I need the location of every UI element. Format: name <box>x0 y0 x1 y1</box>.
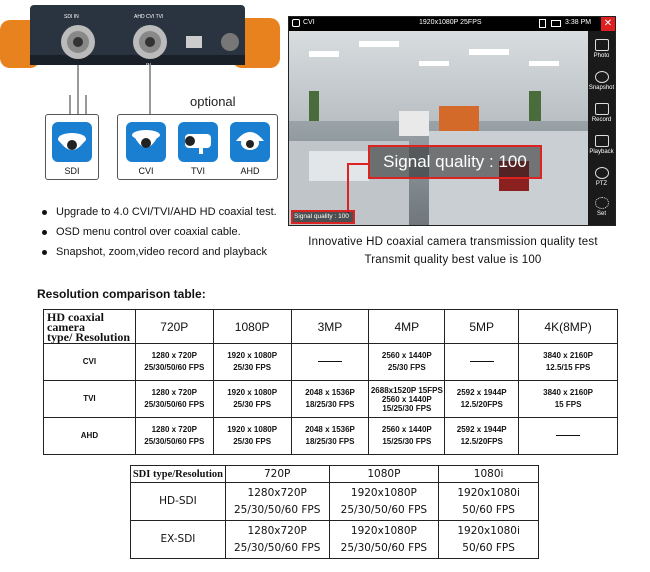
signal-pointer-line <box>347 163 369 213</box>
cvi-camera <box>120 115 172 179</box>
cell-line: 2592 x 1944P <box>456 425 507 434</box>
corner-line: HD coaxial camera <box>47 309 104 334</box>
sdi-camera-box <box>45 114 99 180</box>
cell-line: 2592 x 1944P <box>456 388 507 397</box>
table-cell <box>519 381 618 418</box>
table-cell <box>369 381 445 418</box>
table-cell <box>329 483 439 521</box>
cell-line: 1920x1080i <box>457 524 520 537</box>
table-cell <box>135 381 213 418</box>
cell-line: 1920x1080i <box>457 486 520 499</box>
dash <box>470 361 494 362</box>
table-cell <box>213 418 291 455</box>
cell-line: 25/30 FPS <box>387 363 426 372</box>
table-cell <box>213 381 291 418</box>
cell-line: 1280 x 720P <box>151 351 197 360</box>
cell-line: 1920 x 1080P <box>227 351 278 360</box>
table-cell <box>135 344 213 381</box>
side-menu-label: Set <box>596 211 606 217</box>
screen-top-bar <box>289 17 615 31</box>
table-cell-empty <box>291 344 369 381</box>
cell-line: 25/30/50/60 FPS <box>340 503 428 516</box>
screen-time: 3:38 PM <box>565 19 592 26</box>
table-cell-empty <box>445 344 519 381</box>
column-header: 3MP <box>291 310 369 344</box>
hd-coaxial-resolution-table <box>43 309 618 455</box>
caption-line-2: Transmit quality best value is 100 <box>364 254 542 266</box>
cell-line: 2560 x 1440P <box>381 351 432 360</box>
side-menu-label: Snapshot <box>588 85 615 91</box>
port-ahd-label: AHD CVI TVI <box>134 14 164 20</box>
tvi-camera-label: TVI <box>190 166 205 176</box>
cell-line: 25/30/50/60 FPS <box>233 541 321 554</box>
cell-line: 1920 x 1080P <box>227 388 278 397</box>
table-corner-cell <box>44 310 136 344</box>
sd-card-icon <box>539 19 546 28</box>
table-cell <box>519 344 618 381</box>
side-menu-set[interactable] <box>588 193 615 226</box>
cell-line: 1920x1080P <box>350 486 417 499</box>
row-label: HD-SDI <box>131 483 226 521</box>
table-cell <box>329 521 439 559</box>
tvi-camera-icon <box>177 121 219 163</box>
cell-line: 12.5/20FPS <box>460 400 503 409</box>
cell-line: 25/30/50/60 FPS <box>144 437 205 446</box>
camera-mode-icon <box>292 19 300 27</box>
sdi-camera <box>46 115 98 179</box>
table-header-row <box>131 466 539 483</box>
office-camera-image <box>289 31 589 226</box>
table-cell <box>291 418 369 455</box>
cell-line: 25/30 FPS <box>233 363 272 372</box>
cell-line: 25/30/50/60 FPS <box>340 541 428 554</box>
column-header: 720P <box>135 310 213 344</box>
row-label: AHD <box>44 418 136 455</box>
cell-line: 2688x1520P 15FPS <box>370 385 443 395</box>
column-header: 720P <box>225 466 329 483</box>
ptz-icon <box>595 167 609 179</box>
caption-line-1: Innovative HD coaxial camera transmission quality test <box>308 236 598 248</box>
photo-icon <box>595 39 609 51</box>
cell-line: 25/30/50/60 FPS <box>144 400 205 409</box>
table-row <box>44 381 618 418</box>
cell-line: 50/60 FPS <box>462 541 515 554</box>
cell-line: 25/30/50/60 FPS <box>233 503 321 516</box>
screen-mode-label: CVI <box>303 19 315 26</box>
ahd-camera-label: AHD <box>240 166 260 176</box>
dash <box>556 435 580 436</box>
cvi-camera-icon <box>125 121 167 163</box>
column-header: 4MP <box>369 310 445 344</box>
table-cell <box>369 344 445 381</box>
screen-resolution-label: 1920x1080P 25FPS <box>419 19 482 26</box>
column-header: 1080P <box>213 310 291 344</box>
feature-item: Snapshot, zoom,video record and playback <box>40 242 277 262</box>
feature-list <box>40 202 277 262</box>
table-cell <box>439 521 539 559</box>
table-cell <box>213 344 291 381</box>
row-label: EX-SDI <box>131 521 226 559</box>
table-cell <box>291 381 369 418</box>
cell-line: 1280x720P <box>247 524 307 537</box>
table-cell <box>225 483 329 521</box>
sdi-camera-label: SDI <box>64 166 80 176</box>
sdi-resolution-table <box>130 465 539 559</box>
table-row <box>44 344 618 381</box>
cell-line: 18/25/30 FPS <box>305 437 355 446</box>
cvi-camera-label: CVI <box>138 166 154 176</box>
snapshot-icon <box>595 71 609 83</box>
feature-item: Upgrade to 4.0 CVI/TVI/AHD HD coaxial test. <box>40 202 277 222</box>
sdi-camera-icon <box>51 121 93 163</box>
table-cell <box>439 483 539 521</box>
playback-icon <box>595 135 609 147</box>
row-label: CVI <box>44 344 136 381</box>
close-icon[interactable]: ✕ <box>601 17 615 31</box>
cell-line: 12.5/15 FPS <box>545 363 591 372</box>
cell-line: 50/60 FPS <box>462 503 515 516</box>
cell-line: 15/25/30 FPS <box>382 437 432 446</box>
cell-line: 15/25/30 FPS <box>382 403 432 413</box>
cell-line: 25/30 FPS <box>233 437 272 446</box>
table-cell <box>135 418 213 455</box>
cell-line: 2560 x 1440P <box>381 394 432 404</box>
cell-line: 1280 x 720P <box>151 388 197 397</box>
cell-line: 25/30 FPS <box>233 400 272 409</box>
cell-line: 3840 x 2160P <box>543 351 593 360</box>
table-cell <box>445 418 519 455</box>
row-label: TVI <box>44 381 136 418</box>
optional-label: optional <box>190 94 236 109</box>
table-corner-cell: SDI type/Resolution <box>131 466 226 483</box>
side-menu-label: PTZ <box>595 181 608 187</box>
side-menu-label: Playback <box>589 149 614 155</box>
record-icon <box>595 103 609 115</box>
signal-quality-zoom: Signal quality : 100 <box>368 145 542 179</box>
tester-screen <box>288 16 616 226</box>
cell-line: 25/30/50/60 FPS <box>144 363 205 372</box>
cell-line: 1280 x 720P <box>151 425 197 434</box>
cell-line: 15 FPS <box>554 400 582 409</box>
cell-line: 3840 x 2160P <box>543 388 593 397</box>
table-cell <box>445 381 519 418</box>
table-cell-empty <box>519 418 618 455</box>
column-header: 1080i <box>439 466 539 483</box>
table-row <box>131 521 539 559</box>
column-header: 5MP <box>445 310 519 344</box>
gear-icon <box>595 197 609 209</box>
cell-line: 2048 x 1536P <box>305 425 355 434</box>
ahd-camera <box>224 115 276 179</box>
cell-line: 1920x1080P <box>350 524 417 537</box>
table-cell <box>369 418 445 455</box>
analog-camera-box <box>117 114 278 180</box>
cell-line: 1280x720P <box>247 486 307 499</box>
table-row <box>44 418 618 455</box>
dash <box>318 361 342 362</box>
screen-side-menu <box>588 31 615 226</box>
signal-quality-small: Signal quality : 100 <box>291 210 355 224</box>
connector-lines <box>0 60 280 120</box>
side-menu-label: Photo <box>593 53 610 59</box>
port-in-label: IN <box>146 63 151 69</box>
feature-item: OSD menu control over coaxial cable. <box>40 222 277 242</box>
table-cell <box>225 521 329 559</box>
column-header: 4K(8MP) <box>519 310 618 344</box>
port-sdi-in-label: SDI IN <box>64 14 79 20</box>
cell-line: 12.5/20FPS <box>460 437 503 446</box>
battery-icon <box>551 20 561 27</box>
side-menu-label: Record <box>591 117 612 123</box>
corner-line: type/ Resolution <box>47 329 131 344</box>
ahd-camera-icon <box>229 121 271 163</box>
table-row <box>131 483 539 521</box>
cell-line: 2560 x 1440P <box>381 425 432 434</box>
section-title: Resolution comparison table: <box>37 287 206 301</box>
column-header: 1080P <box>329 466 439 483</box>
tvi-camera <box>172 115 224 179</box>
cell-line: 1920 x 1080P <box>227 425 278 434</box>
cell-line: 18/25/30 FPS <box>305 400 355 409</box>
table-header-row <box>44 310 618 344</box>
cell-line: 2048 x 1536P <box>305 388 355 397</box>
